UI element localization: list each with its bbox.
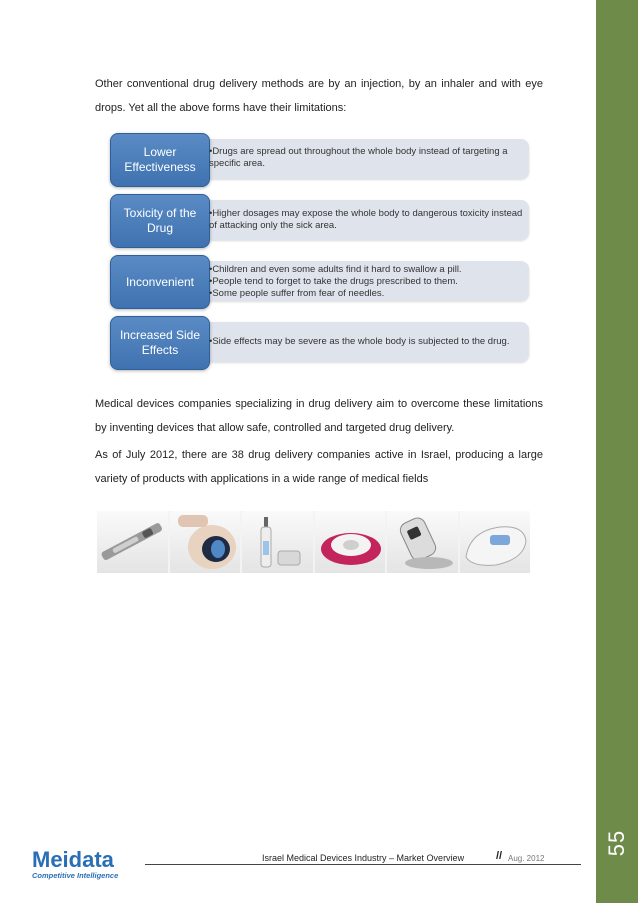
diagram-bullet: •Side effects may be severe as the whole body is subjected to the drug. bbox=[209, 336, 510, 347]
diagram-bullets bbox=[209, 264, 527, 300]
limitations-diagram bbox=[107, 133, 535, 367]
product-hand-device-image bbox=[170, 511, 241, 573]
diagram-row bbox=[107, 316, 535, 366]
page-number: 55 bbox=[604, 829, 629, 857]
diagram-bullet: •Higher dosages may expose the whole body to dangerous toxicity instead of attacking only the sick area. bbox=[209, 208, 523, 231]
logo-wordmark: Meidata bbox=[32, 847, 114, 872]
product-image-strip bbox=[97, 511, 530, 573]
diagram-row bbox=[107, 194, 535, 244]
diagram-row bbox=[107, 255, 535, 305]
product-pink-ring-image bbox=[315, 511, 386, 573]
diagram-box-inconvenient: Inconvenient bbox=[110, 255, 210, 309]
footer-title: Israel Medical Devices Industry – Market Overview bbox=[262, 853, 465, 863]
logo-tagline: Competitive Intelligence bbox=[32, 871, 119, 880]
product-pen-injector-image bbox=[97, 511, 168, 573]
diagram-bullets bbox=[209, 336, 527, 348]
meidata-logo bbox=[32, 848, 132, 880]
page-sidebar bbox=[596, 0, 638, 903]
product-handheld-reader-image bbox=[387, 511, 458, 573]
paragraph-conventional-methods: Other conventional drug delivery methods are by an injection, by an inhaler and with eye drops. Yet all the above forms have their limitations: bbox=[95, 78, 543, 114]
product-white-pump-image bbox=[460, 511, 531, 573]
diagram-box-lower-effectiveness: Lower Effectiveness bbox=[110, 133, 210, 187]
footer-date: Aug. 2012 bbox=[508, 854, 545, 863]
diagram-bullets bbox=[209, 208, 527, 232]
diagram-bullets bbox=[209, 146, 527, 170]
paragraph-israel-companies: As of July 2012, there are 38 drug delivery companies active in Israel, producing a large variety of products with applications in a wide range of medical fields bbox=[95, 449, 543, 485]
product-bottle-inhaler-image bbox=[242, 511, 313, 573]
diagram-bullet: •Drugs are spread out throughout the whole body instead of targeting a specific area. bbox=[209, 146, 508, 169]
diagram-box-side-effects: Increased Side Effects bbox=[110, 316, 210, 370]
footer-separator: // bbox=[496, 850, 503, 862]
footer-rule bbox=[145, 864, 581, 865]
diagram-bullet: •Children and even some adults find it hard to swallow a pill. bbox=[209, 264, 462, 275]
diagram-bullet: •Some people suffer from fear of needles. bbox=[209, 288, 385, 299]
diagram-row bbox=[107, 133, 535, 183]
diagram-box-toxicity: Toxicity of the Drug bbox=[110, 194, 210, 248]
diagram-bullet: •People tend to forget to take the drugs prescribed to them. bbox=[209, 276, 458, 287]
paragraph-medical-devices: Medical devices companies specializing in drug delivery aim to overcome these limitations by inventing devices that allow safe, controlled and targeted drug delivery. bbox=[95, 398, 543, 434]
